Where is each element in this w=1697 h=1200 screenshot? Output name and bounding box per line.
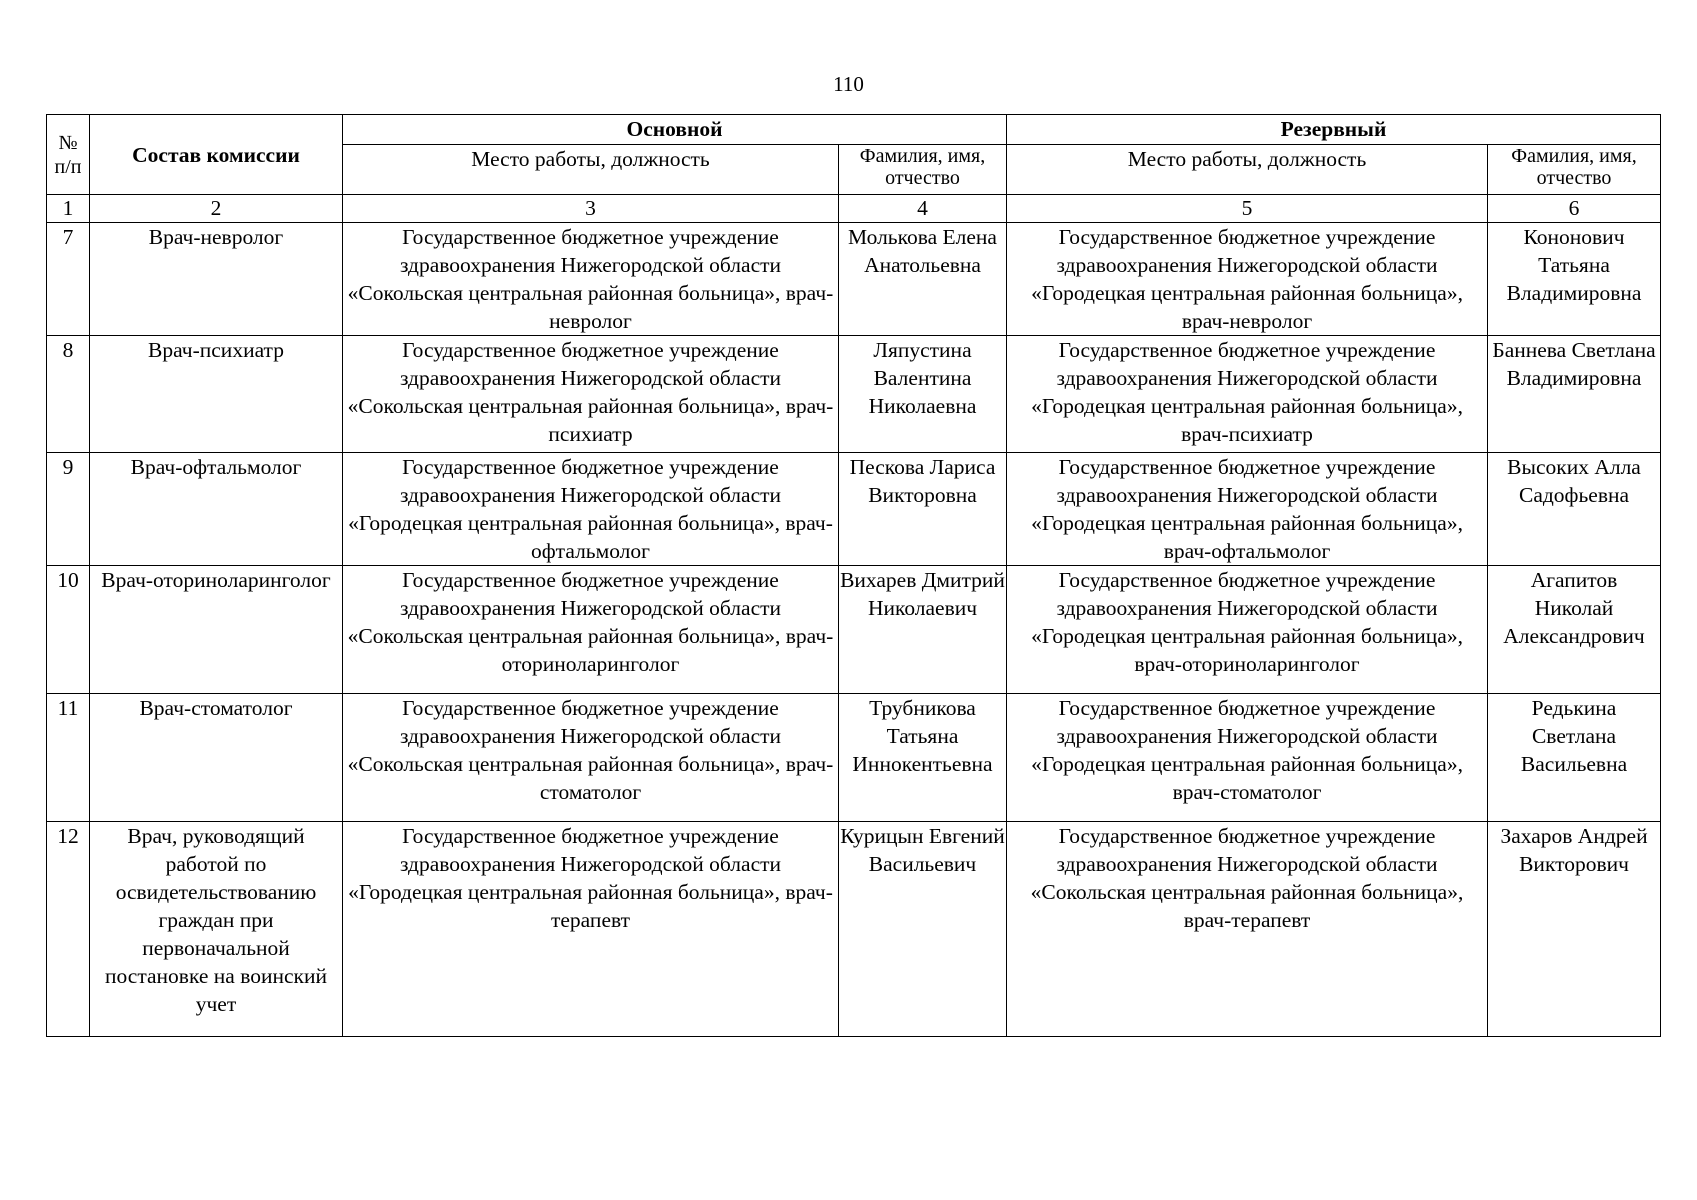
column-number: 4 <box>839 195 1007 223</box>
row-main-name: Вихарев Дмитрий Николаевич <box>839 566 1007 694</box>
header-num: № п/п <box>47 115 90 195</box>
header-reserve: Резервный <box>1007 115 1661 145</box>
column-number: 3 <box>343 195 839 223</box>
header-reserve-name: Фамилия, имя, отчество <box>1488 145 1661 195</box>
row-main-name: Ляпустина Валентина Николаевна <box>839 336 1007 453</box>
column-number: 2 <box>90 195 343 223</box>
row-number: 11 <box>47 694 90 822</box>
row-reserve-name: Кононович Татьяна Владимировна <box>1488 223 1661 336</box>
row-main-workplace: Государственное бюджетное учреждение здравоохранения Нижегородской области «Сокольская центральная районная больница», врач-стоматолог <box>343 694 839 822</box>
row-main-workplace: Государственное бюджетное учреждение здравоохранения Нижегородской области «Городецкая центральная районная больница», врач-терапевт <box>343 822 839 1037</box>
row-main-workplace: Государственное бюджетное учреждение здравоохранения Нижегородской области «Сокольская центральная районная больница», врач-психиатр <box>343 336 839 453</box>
row-role: Врач-офтальмолог <box>90 453 343 566</box>
row-reserve-name: Захаров Андрей Викторович <box>1488 822 1661 1037</box>
column-number: 6 <box>1488 195 1661 223</box>
row-main-workplace: Государственное бюджетное учреждение здравоохранения Нижегородской области «Городецкая центральная районная больница», врач-офтальмолог <box>343 453 839 566</box>
table-row <box>47 223 1661 336</box>
column-number-row <box>47 195 1661 223</box>
table-row <box>47 336 1661 453</box>
row-number: 8 <box>47 336 90 453</box>
row-number: 7 <box>47 223 90 336</box>
header-main-name: Фамилия, имя, отчество <box>839 145 1007 195</box>
row-reserve-name: Агапитов Николай Александрович <box>1488 566 1661 694</box>
commission-table <box>46 114 1661 1037</box>
row-number: 10 <box>47 566 90 694</box>
row-number: 9 <box>47 453 90 566</box>
row-main-workplace: Государственное бюджетное учреждение здравоохранения Нижегородской области «Сокольская центральная районная больница», врач-оториноларинголог <box>343 566 839 694</box>
table-row <box>47 822 1661 1037</box>
row-main-workplace: Государственное бюджетное учреждение здравоохранения Нижегородской области «Сокольская центральная районная больница», врач-невролог <box>343 223 839 336</box>
row-reserve-workplace: Государственное бюджетное учреждение здравоохранения Нижегородской области «Городецкая центральная районная больница», врач-офтальмолог <box>1007 453 1488 566</box>
column-number: 1 <box>47 195 90 223</box>
column-number: 5 <box>1007 195 1488 223</box>
row-number: 12 <box>47 822 90 1037</box>
row-reserve-workplace: Государственное бюджетное учреждение здравоохранения Нижегородской области «Городецкая центральная районная больница», врач-психиатр <box>1007 336 1488 453</box>
row-role: Врач-психиатр <box>90 336 343 453</box>
row-reserve-name: Баннева Светлана Владимировна <box>1488 336 1661 453</box>
row-main-name: Трубникова Татьяна Иннокентьевна <box>839 694 1007 822</box>
table-row <box>47 694 1661 822</box>
header-row-main <box>47 115 1661 145</box>
row-reserve-workplace: Государственное бюджетное учреждение здравоохранения Нижегородской области «Городецкая центральная районная больница», врач-оториноларинголог <box>1007 566 1488 694</box>
table-row <box>47 453 1661 566</box>
row-main-name: Молькова Елена Анатольевна <box>839 223 1007 336</box>
page-number: 110 <box>833 72 864 96</box>
row-reserve-workplace: Государственное бюджетное учреждение здравоохранения Нижегородской области «Городецкая центральная районная больница», врач-невролог <box>1007 223 1488 336</box>
row-reserve-name: Высоких Алла Садофьевна <box>1488 453 1661 566</box>
row-role: Врач-стоматолог <box>90 694 343 822</box>
row-role: Врач, руководящий работой по освидетельствованию граждан при первоначальной постановке на воинский учет <box>90 822 343 1037</box>
row-main-name: Пескова Лариса Викторовна <box>839 453 1007 566</box>
header-main-workplace: Место работы, должность <box>343 145 839 195</box>
row-reserve-name: Редькина Светлана Васильевна <box>1488 694 1661 822</box>
row-reserve-workplace: Государственное бюджетное учреждение здравоохранения Нижегородской области «Сокольская центральная районная больница», врач-терапевт <box>1007 822 1488 1037</box>
row-role: Врач-невролог <box>90 223 343 336</box>
row-reserve-workplace: Государственное бюджетное учреждение здравоохранения Нижегородской области «Городецкая центральная районная больница», врач-стоматолог <box>1007 694 1488 822</box>
header-reserve-workplace: Место работы, должность <box>1007 145 1488 195</box>
table-row <box>47 566 1661 694</box>
header-main: Основной <box>343 115 1007 145</box>
row-role: Врач-оториноларинголог <box>90 566 343 694</box>
row-main-name: Курицын Евгений Васильевич <box>839 822 1007 1037</box>
header-composition: Состав комиссии <box>90 115 343 195</box>
